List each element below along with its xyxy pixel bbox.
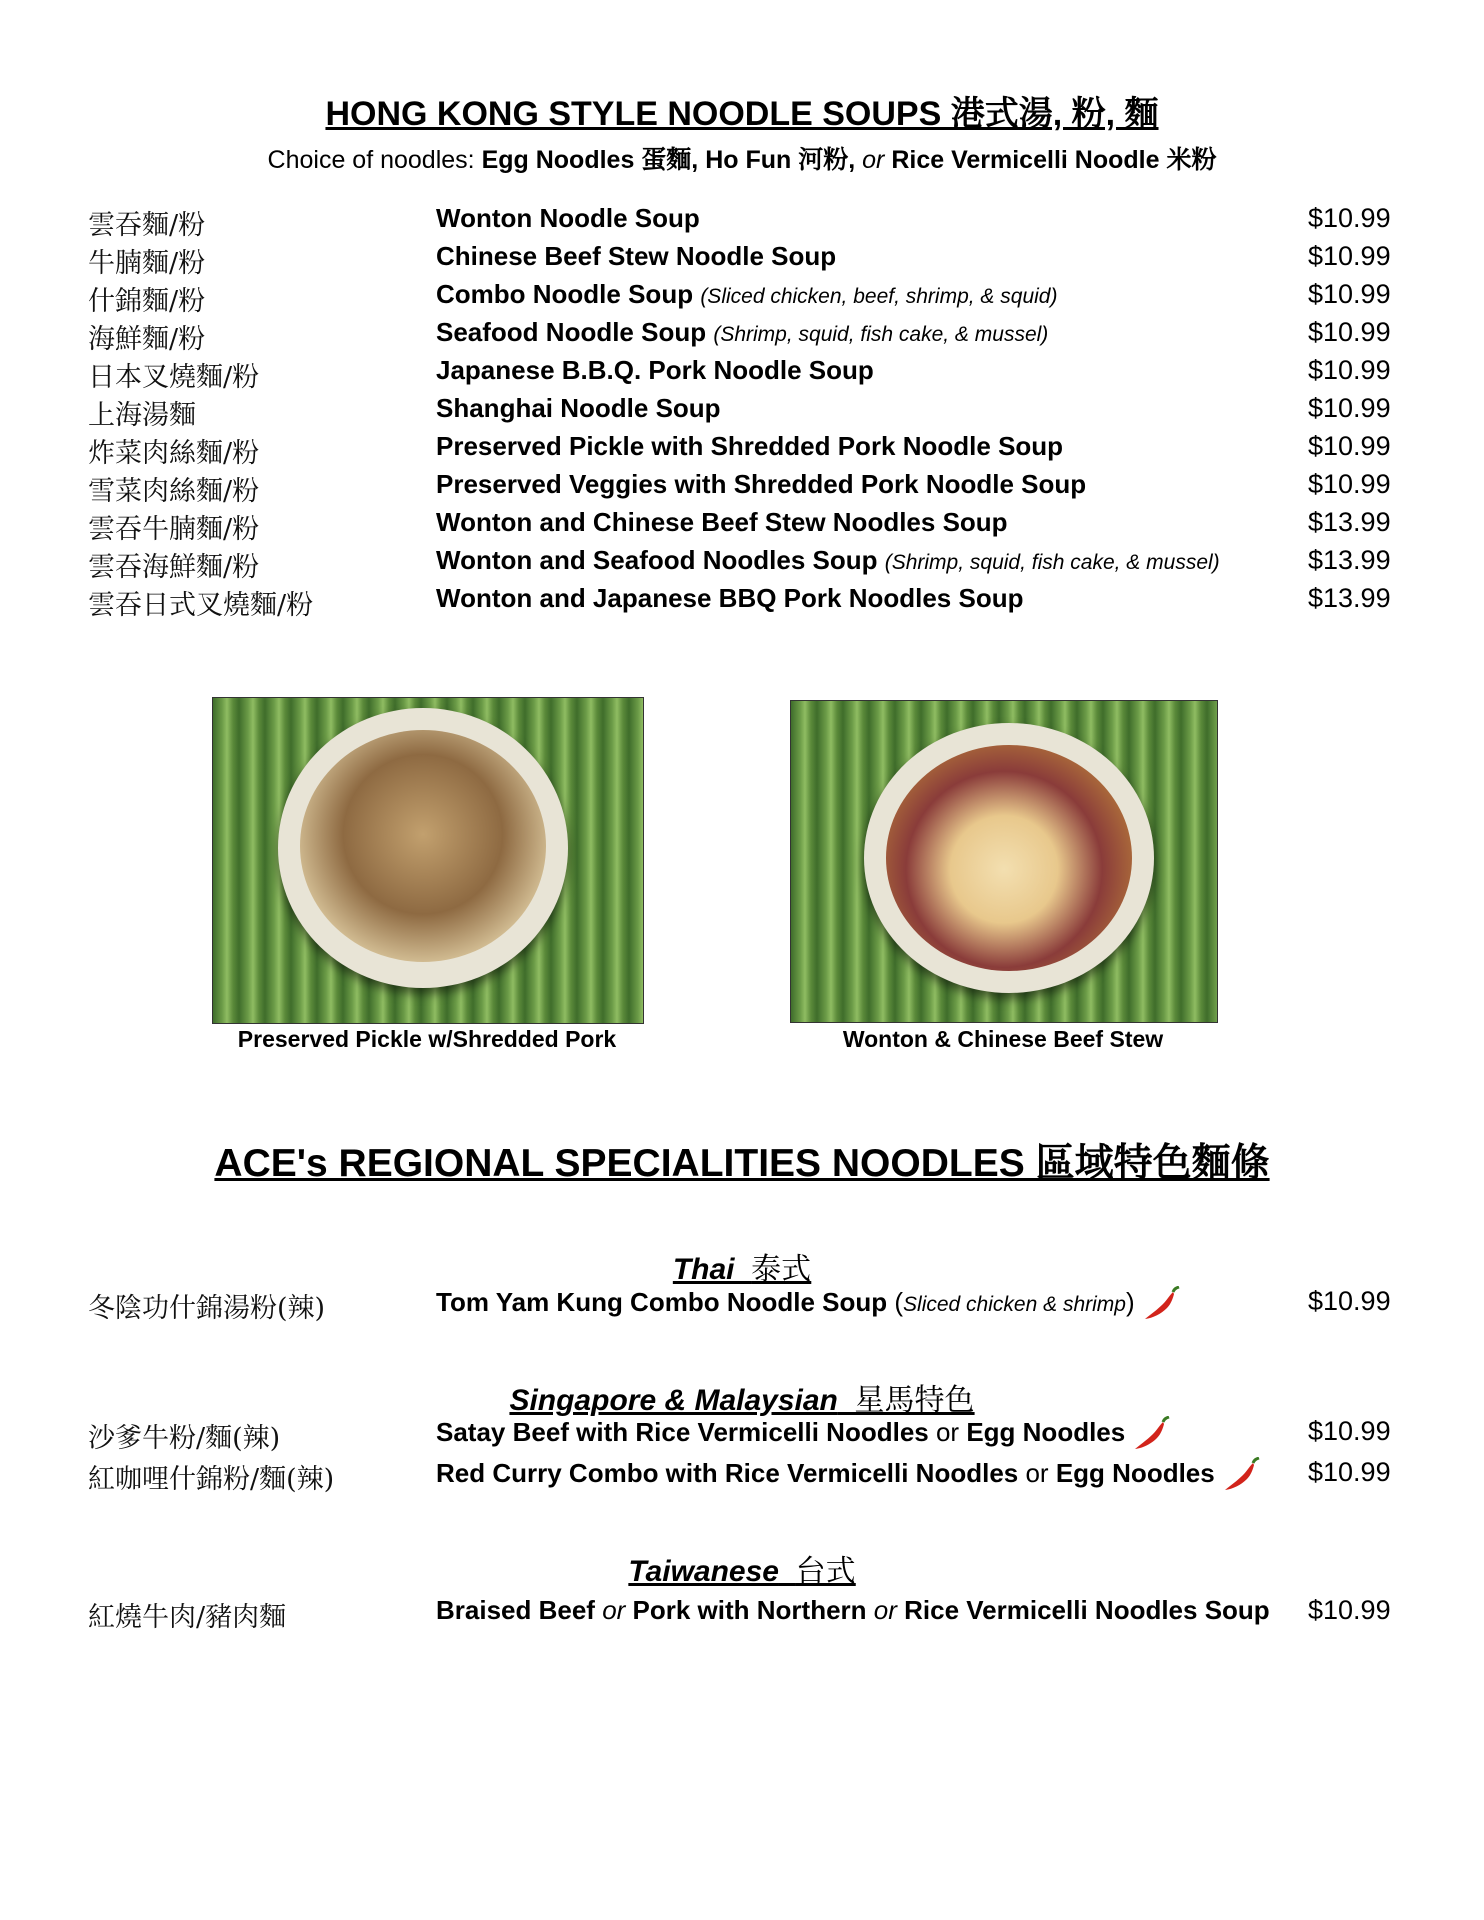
item-price: $10.99 [1308,203,1391,233]
menu-item [0,317,1484,353]
item-english-name: Wonton and Japanese BBQ Pork Noodles Soup [436,583,1024,613]
item-chinese-name: 海鮮麵/粉 [88,324,206,355]
item-price: $10.99 [1308,1595,1391,1625]
menu-item [0,279,1484,315]
menu-item [0,583,1484,619]
item-english-name: Japanese B.B.Q. Pork Noodle Soup [436,355,874,385]
item-chinese-name: 炸菜肉絲麵/粉 [88,438,260,469]
item-chinese-name: 什錦麵/粉 [88,286,206,317]
right-photo-caption: Wonton & Chinese Beef Stew [842,1026,1164,1052]
menu-item [0,393,1484,429]
bowl [278,708,568,988]
item-chinese-name: 雲吞日式叉燒麵/粉 [88,590,314,621]
taiwanese-heading: Taiwanese 台式 [628,1555,856,1588]
chili-pepper-icon [1133,1416,1171,1452]
menu-item [0,431,1484,467]
item-chinese-name: 雪菜肉絲麵/粉 [88,476,260,507]
pickle-pork-photo [212,697,644,1024]
item-chinese-name: 牛腩麵/粉 [88,248,206,279]
item-price: $10.99 [1308,1457,1391,1487]
singapore-malaysian-heading: Singapore & Malaysian 星馬特色 [509,1384,975,1417]
menu-item [0,1595,1484,1631]
thai-heading: Thai 泰式 [672,1253,812,1286]
menu-item [0,545,1484,581]
menu-item [0,469,1484,505]
item-english-name: Wonton Noodle Soup [436,203,700,233]
bowl [864,723,1154,993]
item-price: $10.99 [1308,393,1391,423]
item-chinese-name: 紅燒牛肉/豬肉麵 [88,1602,287,1633]
menu-item [0,241,1484,277]
item-price: $10.99 [1308,1416,1391,1446]
item-chinese-name: 紅咖哩什錦粉/麵(辣) [88,1464,335,1495]
item-chinese-name: 日本叉燒麵/粉 [88,362,260,393]
menu-item [0,1457,1484,1493]
item-chinese-name: 冬陰功什錦湯粉(辣) [88,1293,326,1324]
item-price: $13.99 [1308,583,1391,613]
item-english-name: Wonton and Chinese Beef Stew Noodles Soup [436,507,1008,537]
item-price: $13.99 [1308,545,1391,575]
noodle-choice-line: Choice of noodles: Egg Noodles 蛋麵, Ho Fun 河粉, or Rice Vermicelli Noodle 米粉 [267,146,1217,174]
item-english-name: Preserved Veggies with Shredded Pork Noodle Soup [436,469,1087,499]
item-price: $10.99 [1308,317,1391,347]
item-english-name: Braised Beef or Pork with Northern or Rice Vermicelli Noodles Soup [436,1595,1270,1625]
item-price: $10.99 [1308,469,1391,499]
menu-item [0,507,1484,543]
item-price: $10.99 [1308,355,1391,385]
item-english-name: Shanghai Noodle Soup [436,393,721,423]
regional-section-title: ACE's REGIONAL SPECIALITIES NOODLES 區域特色麵條 [214,1142,1270,1185]
item-chinese-name: 沙爹牛粉/麵(辣) [88,1423,281,1454]
menu-item [0,1286,1484,1322]
item-english-name: Preserved Pickle with Shredded Pork Noodle Soup [436,431,1064,461]
chili-pepper-icon [1143,1286,1181,1322]
item-price: $10.99 [1308,431,1391,461]
item-price: $13.99 [1308,507,1391,537]
item-english-name: Red Curry Combo with Rice Vermicelli Noodles or Egg Noodles [436,1457,1261,1493]
menu-item [0,355,1484,391]
item-chinese-name: 雲吞海鮮麵/粉 [88,552,260,583]
left-photo-caption: Preserved Pickle w/Shredded Pork [237,1026,617,1052]
wonton-beef-photo [790,700,1218,1023]
item-price: $10.99 [1308,279,1391,309]
item-chinese-name: 雲吞牛腩麵/粉 [88,514,260,545]
item-english-name: Satay Beef with Rice Vermicelli Noodles or Egg Noodles [436,1416,1171,1452]
item-english-name: Chinese Beef Stew Noodle Soup [436,241,837,271]
menu-item [0,203,1484,239]
item-english-name: Tom Yam Kung Combo Noodle Soup (Sliced chicken & shrimp) [436,1286,1181,1322]
item-english-name: Seafood Noodle Soup (Shrimp, squid, fish cake, & mussel) [436,317,1049,347]
item-english-name: Combo Noodle Soup (Sliced chicken, beef, shrimp, & squid) [436,279,1058,309]
menu-item [0,1416,1484,1452]
item-price: $10.99 [1308,241,1391,271]
item-english-name: Wonton and Seafood Noodles Soup (Shrimp, squid, fish cake, & mussel) [436,545,1220,575]
item-chinese-name: 上海湯麵 [88,400,196,431]
chili-pepper-icon [1223,1457,1261,1493]
item-chinese-name: 雲吞麵/粉 [88,210,206,241]
hk-section-title: HONG KONG STYLE NOODLE SOUPS 港式湯, 粉, 麵 [325,95,1159,133]
item-price: $10.99 [1308,1286,1391,1316]
